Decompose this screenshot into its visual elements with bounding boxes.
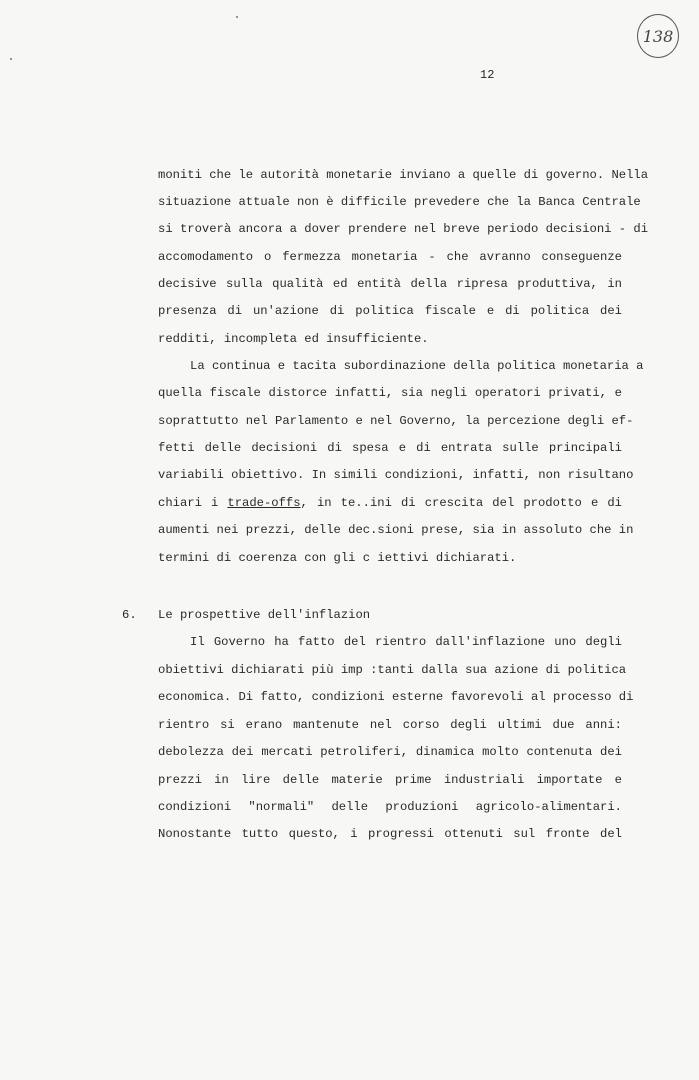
archive-stamp: 138	[637, 14, 679, 58]
section-heading: Le prospettive dell'inflazion	[158, 608, 371, 622]
text-line: aumenti nei prezzi, delle dec.sioni prese, sia in assoluto che in	[158, 523, 634, 537]
text-run: , in te..ini di crescita del prodotto e di	[300, 496, 622, 510]
text-line: economica. Di fatto, condizioni esterne favorevoli al processo di	[158, 690, 634, 704]
text-line: quella fiscale distorce infatti, sia negli operatori privati, e	[158, 386, 622, 400]
text-line: condizioni "normali" delle produzioni agricolo-alimentari.	[158, 800, 622, 814]
text-line: soprattutto nel Parlamento e nel Governo, la percezione degli ef-	[158, 414, 634, 428]
text-line: Nonostante tutto questo, i progressi ottenuti sul fronte del	[158, 827, 622, 841]
text-line: debolezza dei mercati petroliferi, dinamica molto contenuta dei	[158, 745, 622, 759]
page-number: 12	[480, 68, 495, 82]
text-line: Il Governo ha fatto del rientro dall'inflazione uno degli	[190, 635, 622, 649]
text-line: redditi, incompleta ed insufficiente.	[158, 332, 429, 346]
text-line: accomodamento o fermezza monetaria - che avranno conseguenze	[158, 250, 622, 264]
text-line: variabili obiettivo. In simili condizioni, infatti, non risultano	[158, 468, 634, 482]
text-line: obiettivi dichiarati più imp :tanti dalla sua azione di politica	[158, 663, 627, 677]
text-line: moniti che le autorità monetarie inviano a quelle di governo. Nella	[158, 168, 649, 182]
underlined-term: trade-offs	[227, 496, 301, 510]
paper-speck	[10, 58, 12, 60]
text-line: La continua e tacita subordinazione della politica monetaria a	[190, 359, 644, 373]
text-line: termini di coerenza con gli c iettivi dichiarati.	[158, 551, 517, 565]
section-number: 6.	[122, 608, 137, 622]
text-line: rientro si erano mantenute nel corso degli ultimi due anni:	[158, 718, 622, 732]
text-line: prezzi in lire delle materie prime industriali importate e	[158, 773, 622, 787]
text-line: fetti delle decisioni di spesa e di entrata sulle principali	[158, 441, 622, 455]
text-line: situazione attuale non è difficile prevedere che la Banca Centrale	[158, 195, 641, 209]
text-line: si troverà ancora a dover prendere nel breve periodo decisioni - di	[158, 222, 649, 236]
text-line	[158, 496, 622, 510]
text-run: chiari i	[158, 496, 228, 510]
text-line: decisive sulla qualità ed entità della ripresa produttiva, in	[158, 277, 622, 291]
text-line: presenza di un'azione di politica fiscale e di politica dei	[158, 304, 622, 318]
paper-speck	[236, 16, 238, 18]
